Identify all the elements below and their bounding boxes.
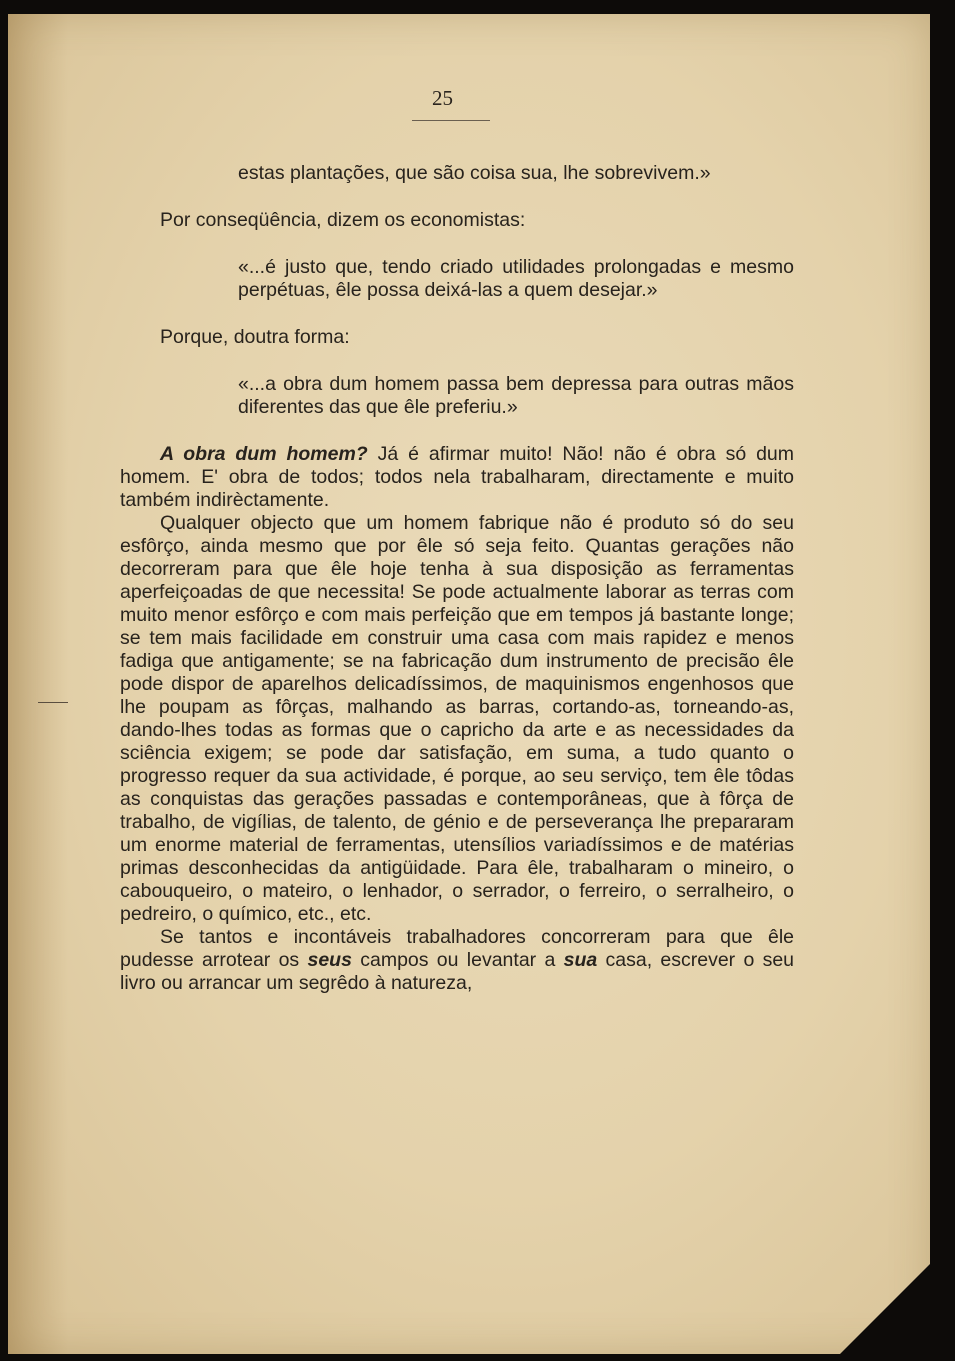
paragraph-se-tantos <box>120 926 794 995</box>
paragraph-obra-homem <box>120 443 794 512</box>
page-number-rule <box>412 120 490 121</box>
page-number: 25 <box>432 86 453 110</box>
quote-obra: «...a obra dum homem passa bem depressa para outras mãos diferentes das que êle preferiu.» <box>238 373 794 418</box>
paragraph-porque: Porque, doutra forma: <box>160 326 350 348</box>
book-page <box>8 14 930 1354</box>
paragraph-se-tantos-c: casa, escrever o seu livro ou arrancar um segrêdo à natureza, <box>120 949 795 994</box>
emphasis-seus: seus <box>307 949 352 971</box>
paragraph-obra-homem-text: Já é afirmar muito! Não! não é obra só dum homem. E' obra de todos; todos nela trabalharam, directamente e muito também indirèctamente. <box>120 443 794 511</box>
paragraph-economists: Por conseqüência, dizem os economistas: <box>160 209 526 231</box>
margin-mark <box>38 702 68 703</box>
emphasis-obra-heading: A obra dum homem? <box>160 443 368 465</box>
paragraph-se-tantos-a: Se tantos e incontáveis trabalhadores concorreram para que êle pudesse arrotear os <box>120 926 794 971</box>
body-text <box>120 162 794 995</box>
torn-corner <box>840 1264 930 1354</box>
paragraph-se-tantos-b: campos ou levantar a <box>360 949 556 971</box>
quote-continuation: estas plantações, que são coisa sua, lhe sobrevivem.» <box>238 162 711 184</box>
quote-justo: «...é justo que, tendo criado utilidades prolongadas e mesmo perpétuas, êle possa deixá-las a quem desejar.» <box>238 256 794 301</box>
paragraph-qualquer: Qualquer objecto que um homem fabrique não é produto só do seu esfôrço, ainda mesmo que por êle só seja feito. Quantas gerações não decorreram para que êle hoje tenha à sua disposição as ferramentas aperfeiçoadas de que necessita! Se pode actualmente laborar as terras com muito menor esfôrço e com mais perfeição que em tempos já bastante longe; se tem mais facilidade em construir uma casa com mais rapidez e menos fadiga que antigamente; se na fabricação dum instrumento de precisão êle pode dispor de aparelhos delicadíssimos, de maquinismos engenhosos que lhe poupam as fôrças, malhando as barras, cortando-as, torneando-as, dando-lhes todas as formas que o capricho da arte e as necessidades da sciência exigem; se pode dar satisfação, em suma, a tudo quanto o progresso requer da sua actividade, é porque, ao seu serviço, tem êle tôdas as conquistas das gerações passadas e contemporâneas, que à fôrça de trabalho, de vigílias, de talento, de génio e de perseverança lhe prepararam um enorme material de ferramentas, utensílios variadíssimos e de matérias primas desconhecidas da antigüidade. Para êle, trabalharam o mineiro, o cabouqueiro, o mateiro, o lenhador, o serrador, o ferreiro, o serralheiro, o pedreiro, o químico, etc., etc. <box>120 512 794 925</box>
emphasis-sua: sua <box>563 949 598 971</box>
page-spine-shadow <box>8 14 68 1354</box>
